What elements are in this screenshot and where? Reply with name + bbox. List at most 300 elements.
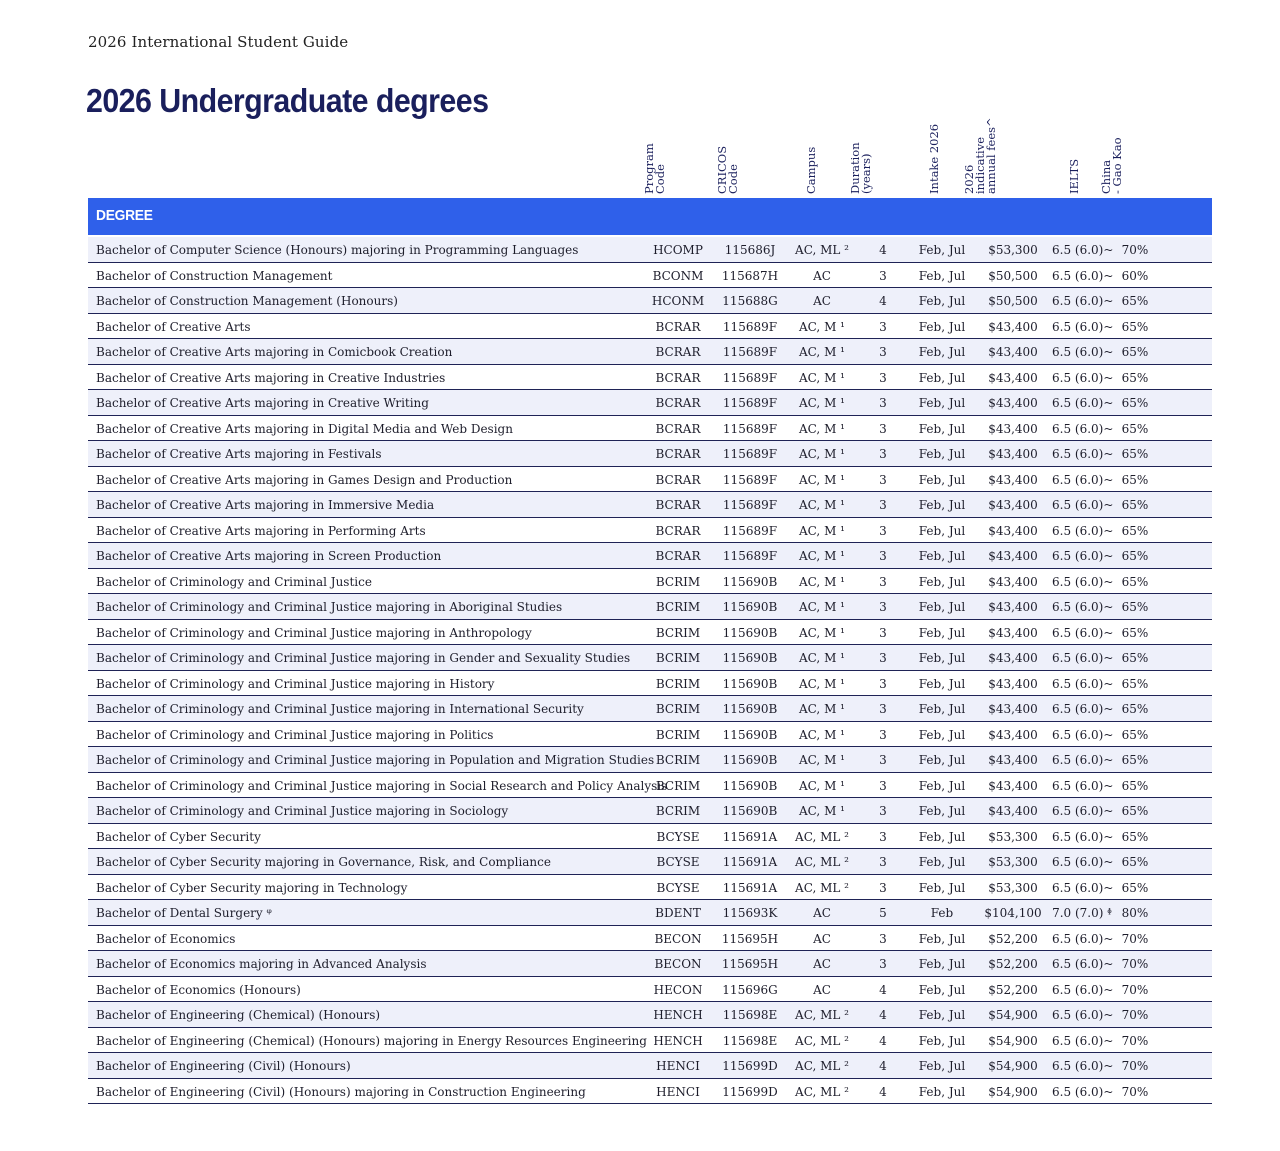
intake: Feb, Jul <box>918 1084 966 1099</box>
duration: 3 <box>879 574 887 589</box>
degree-name: Bachelor of Construction Management <box>96 268 333 283</box>
cricos-code: 115699D <box>722 1059 778 1073</box>
annual-fee: $53,300 <box>988 829 1038 844</box>
campus: AC, ML ² <box>795 1059 849 1073</box>
intake: Feb, Jul <box>918 319 966 334</box>
cricos-code: 115690B <box>722 676 778 691</box>
gao-kao-score: 65% <box>1121 345 1149 359</box>
degree-name: Bachelor of Creative Arts majoring in Games Design and Production <box>96 472 513 487</box>
duration: 3 <box>879 396 887 410</box>
intake: Feb, Jul <box>918 1033 966 1048</box>
degree-name: Bachelor of Creative Arts majoring in Screen Production <box>96 549 442 563</box>
program-code: BCRIM <box>655 625 701 640</box>
intake: Feb, Jul <box>918 243 966 257</box>
cricos-code: 115689F <box>722 523 778 538</box>
cricos-code: 115695H <box>721 957 779 971</box>
ielts-score: 6.5 (6.0)~ <box>1052 829 1114 844</box>
cricos-code: 115690B <box>722 804 778 818</box>
table-row <box>88 900 1212 926</box>
program-code: HENCI <box>656 1084 700 1099</box>
program-code: HCONM <box>651 294 705 308</box>
intake: Feb, Jul <box>918 549 966 563</box>
duration: 3 <box>879 676 887 691</box>
ielts-score: 6.5 (6.0)~ <box>1052 880 1114 895</box>
campus: AC, ML ² <box>795 1084 849 1099</box>
intake: Feb, Jul <box>918 855 966 869</box>
annual-fee: $104,100 <box>984 906 1042 920</box>
intake: Feb, Jul <box>918 396 966 410</box>
table-row <box>88 951 1212 977</box>
ielts-score: 6.5 (6.0)~ <box>1052 523 1114 538</box>
degree-name: Bachelor of Creative Arts majoring in Performing Arts <box>96 523 426 538</box>
campus: AC, ML ² <box>795 880 849 895</box>
intake: Feb, Jul <box>918 1008 966 1022</box>
table-row <box>88 671 1212 697</box>
annual-fee: $43,400 <box>988 676 1038 691</box>
degree-name: Bachelor of Computer Science (Honours) majoring in Programming Languages <box>96 243 579 257</box>
duration: 3 <box>879 957 887 971</box>
duration: 3 <box>879 727 887 742</box>
intake: Feb, Jul <box>918 294 966 308</box>
campus: AC, M ¹ <box>799 472 845 487</box>
degree-name: Bachelor of Criminology and Criminal Justice majoring in International Security <box>96 702 584 716</box>
gao-kao-score: 80% <box>1121 906 1149 920</box>
duration: 4 <box>879 1084 887 1099</box>
ielts-score: 6.5 (6.0)~ <box>1052 727 1114 742</box>
ielts-score: 6.5 (6.0)~ <box>1052 574 1114 589</box>
program-code: BCRIM <box>655 702 701 716</box>
annual-fee: $50,500 <box>988 294 1038 308</box>
table-row <box>88 467 1212 493</box>
intake: Feb, Jul <box>918 370 966 385</box>
cricos-code: 115688G <box>722 294 778 308</box>
table-row <box>88 747 1212 773</box>
intake: Feb, Jul <box>918 676 966 691</box>
campus: AC, ML ² <box>795 1008 849 1022</box>
annual-fee: $43,400 <box>988 600 1038 614</box>
duration: 3 <box>879 600 887 614</box>
program-code: BCRIM <box>655 727 701 742</box>
program-code: BCYSE <box>656 829 700 844</box>
cricos-code: 115689F <box>722 472 778 487</box>
gao-kao-score: 65% <box>1121 702 1149 716</box>
intake: Feb, Jul <box>918 345 966 359</box>
col-header-intake: Intake 2026 <box>927 123 941 194</box>
col-header-program-code: Program Code <box>642 143 667 194</box>
campus: AC, M ¹ <box>799 421 845 436</box>
degree-name: Bachelor of Cyber Security <box>96 829 261 844</box>
degree-name: Bachelor of Economics <box>96 931 236 946</box>
duration: 3 <box>879 370 887 385</box>
program-code: BCRAR <box>655 421 701 436</box>
campus: AC, M ¹ <box>799 319 845 334</box>
ielts-score: 6.5 (6.0)~ <box>1052 702 1114 716</box>
ielts-score: 6.5 (6.0)~ <box>1052 855 1114 869</box>
degree-name: Bachelor of Creative Arts majoring in Creative Industries <box>96 370 446 385</box>
campus: AC, ML ² <box>795 1033 849 1048</box>
degree-name: Bachelor of Criminology and Criminal Justice majoring in Population and Migration Studies <box>96 753 655 767</box>
duration: 5 <box>879 906 887 920</box>
program-code: HENCH <box>653 1033 703 1048</box>
campus: AC, ML ² <box>795 829 849 844</box>
col-header-fees: 2026 indicative annual fees^ <box>962 117 998 194</box>
program-code: BCRAR <box>655 498 701 512</box>
degree-name: Bachelor of Creative Arts majoring in Digital Media and Web Design <box>96 421 513 436</box>
degree-name: Bachelor of Engineering (Chemical) (Honours) majoring in Energy Resources Engineering <box>96 1033 647 1048</box>
table-row <box>88 492 1212 518</box>
ielts-score: 6.5 (6.0)~ <box>1052 294 1114 308</box>
duration: 4 <box>879 982 887 997</box>
duration: 3 <box>879 753 887 767</box>
annual-fee: $43,400 <box>988 523 1038 538</box>
gao-kao-score: 65% <box>1121 600 1149 614</box>
intake: Feb, Jul <box>918 931 966 946</box>
col-header-campus: Campus <box>804 146 818 194</box>
campus: AC <box>813 931 831 946</box>
table-row <box>88 798 1212 824</box>
program-code: BCRAR <box>655 370 701 385</box>
program-code: HENCH <box>653 1008 703 1022</box>
program-code: BCRIM <box>655 778 701 793</box>
table-row <box>88 390 1212 416</box>
ielts-score: 6.5 (6.0)~ <box>1052 676 1114 691</box>
program-code: BCRIM <box>655 676 701 691</box>
degree-name: Bachelor of Criminology and Criminal Justice majoring in Gender and Sexuality Studies <box>96 651 631 665</box>
intake: Feb, Jul <box>918 498 966 512</box>
gao-kao-score: 65% <box>1121 676 1149 691</box>
degree-name: Bachelor of Economics majoring in Advanced Analysis <box>96 957 427 971</box>
col-header-cricos-code: CRICOS Code <box>715 145 740 194</box>
ielts-score: 6.5 (6.0)~ <box>1052 421 1114 436</box>
table-row <box>88 288 1212 314</box>
duration: 4 <box>879 1008 887 1022</box>
table-row <box>88 977 1212 1003</box>
program-code: BCRIM <box>655 600 701 614</box>
gao-kao-score: 65% <box>1121 574 1149 589</box>
cricos-code: 115686J <box>724 243 776 257</box>
ielts-score: 6.5 (6.0)~ <box>1052 982 1114 997</box>
campus: AC, M ¹ <box>799 651 845 665</box>
ielts-score: 6.5 (6.0)~ <box>1052 753 1114 767</box>
degree-name: Bachelor of Creative Arts majoring in Comicbook Creation <box>96 345 453 359</box>
program-code: BCRIM <box>655 804 701 818</box>
program-code: BCRIM <box>655 574 701 589</box>
annual-fee: $43,400 <box>988 472 1038 487</box>
duration: 4 <box>879 294 887 308</box>
table-row <box>88 518 1212 544</box>
duration: 3 <box>879 625 887 640</box>
degree-name: Bachelor of Criminology and Criminal Justice majoring in Politics <box>96 727 494 742</box>
cricos-code: 115689F <box>722 396 778 410</box>
annual-fee: $52,200 <box>988 931 1038 946</box>
program-code: BCRAR <box>655 472 701 487</box>
duration: 4 <box>879 243 887 257</box>
gao-kao-score: 70% <box>1121 1008 1149 1022</box>
campus: AC, M ¹ <box>799 523 845 538</box>
annual-fee: $43,400 <box>988 319 1038 334</box>
cricos-code: 115689F <box>722 498 778 512</box>
duration: 3 <box>879 829 887 844</box>
cricos-code: 115689F <box>722 345 778 359</box>
gao-kao-score: 65% <box>1121 498 1149 512</box>
annual-fee: $43,400 <box>988 625 1038 640</box>
intake: Feb, Jul <box>918 600 966 614</box>
intake: Feb, Jul <box>918 829 966 844</box>
ielts-score: 6.5 (6.0)~ <box>1052 472 1114 487</box>
annual-fee: $43,400 <box>988 804 1038 818</box>
annual-fee: $54,900 <box>988 1008 1038 1022</box>
ielts-score: 6.5 (6.0)~ <box>1052 498 1114 512</box>
program-code: BCYSE <box>656 880 700 895</box>
cricos-code: 115691A <box>722 855 778 869</box>
degree-name: Bachelor of Criminology and Criminal Justice majoring in History <box>96 676 495 691</box>
cricos-code: 115689F <box>722 447 778 461</box>
degree-name: Bachelor of Criminology and Criminal Justice majoring in Aboriginal Studies <box>96 600 563 614</box>
campus: AC <box>813 906 831 920</box>
intake: Feb, Jul <box>918 574 966 589</box>
gao-kao-score: 65% <box>1121 625 1149 640</box>
gao-kao-score: 65% <box>1121 651 1149 665</box>
annual-fee: $53,300 <box>988 880 1038 895</box>
cricos-code: 115698E <box>722 1008 778 1022</box>
cricos-code: 115699D <box>722 1084 778 1099</box>
duration: 4 <box>879 1033 887 1048</box>
ielts-score: 6.5 (6.0)~ <box>1052 268 1114 283</box>
annual-fee: $52,200 <box>988 982 1038 997</box>
gao-kao-score: 65% <box>1121 421 1149 436</box>
intake: Feb, Jul <box>918 804 966 818</box>
annual-fee: $43,400 <box>988 753 1038 767</box>
duration: 3 <box>879 855 887 869</box>
intake: Feb, Jul <box>918 651 966 665</box>
ielts-score: 6.5 (6.0)~ <box>1052 931 1114 946</box>
gao-kao-score: 65% <box>1121 396 1149 410</box>
degree-name: Bachelor of Creative Arts majoring in Immersive Media <box>96 498 435 512</box>
table-row <box>88 722 1212 748</box>
program-code: BCRIM <box>655 651 701 665</box>
campus: AC, M ¹ <box>799 396 845 410</box>
gao-kao-score: 70% <box>1121 243 1149 257</box>
table-row <box>88 543 1212 569</box>
table-row <box>88 237 1212 263</box>
gao-kao-score: 65% <box>1121 447 1149 461</box>
degree-name: Bachelor of Dental Surgery ᵠ <box>96 906 272 920</box>
table-row <box>88 365 1212 391</box>
degree-section-header <box>88 198 1212 235</box>
cricos-code: 115690B <box>722 702 778 716</box>
intake: Feb <box>930 906 954 920</box>
table-row <box>88 314 1212 340</box>
cricos-code: 115695H <box>721 931 779 946</box>
table-row <box>88 1053 1212 1079</box>
gao-kao-score: 65% <box>1121 294 1149 308</box>
table-row <box>88 875 1212 901</box>
cricos-code: 115689F <box>722 421 778 436</box>
campus: AC, M ¹ <box>799 600 845 614</box>
gao-kao-score: 65% <box>1121 829 1149 844</box>
intake: Feb, Jul <box>918 880 966 895</box>
campus: AC, M ¹ <box>799 753 845 767</box>
intake: Feb, Jul <box>918 472 966 487</box>
duration: 3 <box>879 498 887 512</box>
gao-kao-score: 65% <box>1121 549 1149 563</box>
campus: AC <box>813 294 831 308</box>
ielts-score: 6.5 (6.0)~ <box>1052 549 1114 563</box>
ielts-score: 7.0 (7.0) ᶲ <box>1052 906 1112 920</box>
cricos-code: 115690B <box>722 727 778 742</box>
degree-name: Bachelor of Criminology and Criminal Justice majoring in Anthropology <box>96 625 532 640</box>
col-header-duration: Duration (years) <box>848 142 873 194</box>
gao-kao-score: 65% <box>1121 523 1149 538</box>
cricos-code: 115689F <box>722 549 778 563</box>
table-row <box>88 1028 1212 1054</box>
gao-kao-score: 65% <box>1121 370 1149 385</box>
annual-fee: $54,900 <box>988 1084 1038 1099</box>
duration: 3 <box>879 702 887 716</box>
annual-fee: $54,900 <box>988 1033 1038 1048</box>
gao-kao-score: 70% <box>1121 931 1149 946</box>
intake: Feb, Jul <box>918 1059 966 1073</box>
intake: Feb, Jul <box>918 727 966 742</box>
campus: AC, M ¹ <box>799 702 845 716</box>
ielts-score: 6.5 (6.0)~ <box>1052 651 1114 665</box>
degree-name: Bachelor of Engineering (Civil) (Honours) <box>96 1059 351 1073</box>
campus: AC, M ¹ <box>799 498 845 512</box>
duration: 3 <box>879 804 887 818</box>
campus: AC, M ¹ <box>799 727 845 742</box>
table-row <box>88 1002 1212 1028</box>
table-row <box>88 620 1212 646</box>
degree-name: Bachelor of Cyber Security majoring in Governance, Risk, and Compliance <box>96 855 551 869</box>
cricos-code: 115690B <box>722 625 778 640</box>
gao-kao-score: 60% <box>1121 268 1149 283</box>
program-code: BCRAR <box>655 447 701 461</box>
annual-fee: $43,400 <box>988 345 1038 359</box>
annual-fee: $43,400 <box>988 498 1038 512</box>
annual-fee: $50,500 <box>988 268 1038 283</box>
cricos-code: 115690B <box>722 778 778 793</box>
ielts-score: 6.5 (6.0)~ <box>1052 625 1114 640</box>
col-header-ielts: IELTS <box>1067 158 1081 194</box>
gao-kao-score: 65% <box>1121 472 1149 487</box>
duration: 3 <box>879 268 887 283</box>
annual-fee: $43,400 <box>988 370 1038 385</box>
annual-fee: $43,400 <box>988 778 1038 793</box>
campus: AC <box>813 982 831 997</box>
gao-kao-score: 65% <box>1121 880 1149 895</box>
annual-fee: $52,200 <box>988 957 1038 971</box>
duration: 3 <box>879 319 887 334</box>
intake: Feb, Jul <box>918 753 966 767</box>
ielts-score: 6.5 (6.0)~ <box>1052 1059 1114 1073</box>
duration: 3 <box>879 345 887 359</box>
duration: 3 <box>879 931 887 946</box>
table-row <box>88 696 1212 722</box>
gao-kao-score: 70% <box>1121 957 1149 971</box>
degree-table <box>88 237 1212 1104</box>
program-code: BCRAR <box>655 345 701 359</box>
gao-kao-score: 70% <box>1121 1059 1149 1073</box>
campus: AC, M ¹ <box>799 676 845 691</box>
intake: Feb, Jul <box>918 523 966 538</box>
campus: AC, ML ² <box>795 855 849 869</box>
gao-kao-score: 65% <box>1121 319 1149 334</box>
gao-kao-score: 65% <box>1121 778 1149 793</box>
campus: AC, M ¹ <box>799 370 845 385</box>
ielts-score: 6.5 (6.0)~ <box>1052 319 1114 334</box>
intake: Feb, Jul <box>918 447 966 461</box>
program-code: HECON <box>653 982 703 997</box>
ielts-score: 6.5 (6.0)~ <box>1052 778 1114 793</box>
duration: 3 <box>879 421 887 436</box>
duration: 3 <box>879 549 887 563</box>
table-row <box>88 1079 1212 1105</box>
program-code: BCYSE <box>656 855 700 869</box>
cricos-code: 115696G <box>722 982 778 997</box>
ielts-score: 6.5 (6.0)~ <box>1052 345 1114 359</box>
ielts-score: 6.5 (6.0)~ <box>1052 243 1114 257</box>
campus: AC, M ¹ <box>799 549 845 563</box>
campus: AC <box>813 268 831 283</box>
degree-name: Bachelor of Economics (Honours) <box>96 982 301 997</box>
cricos-code: 115687H <box>721 268 779 283</box>
duration: 3 <box>879 651 887 665</box>
ielts-score: 6.5 (6.0)~ <box>1052 396 1114 410</box>
cricos-code: 115689F <box>722 370 778 385</box>
intake: Feb, Jul <box>918 268 966 283</box>
campus: AC, M ¹ <box>799 625 845 640</box>
duration: 3 <box>879 523 887 538</box>
ielts-score: 6.5 (6.0)~ <box>1052 600 1114 614</box>
intake: Feb, Jul <box>918 421 966 436</box>
program-code: BCRAR <box>655 523 701 538</box>
campus: AC, M ¹ <box>799 447 845 461</box>
table-row <box>88 569 1212 595</box>
ielts-score: 6.5 (6.0)~ <box>1052 370 1114 385</box>
program-code: HCOMP <box>653 243 703 257</box>
table-row <box>88 441 1212 467</box>
degree-name: Bachelor of Criminology and Criminal Justice majoring in Social Research and Policy Analysis <box>96 778 668 793</box>
col-header-china: China - Gao Kao <box>1099 137 1124 194</box>
table-row <box>88 849 1212 875</box>
campus: AC, M ¹ <box>799 345 845 359</box>
degree-name: Bachelor of Engineering (Chemical) (Honours) <box>96 1008 381 1022</box>
degree-section-label: DEGREE <box>96 207 153 224</box>
gao-kao-score: 70% <box>1121 982 1149 997</box>
annual-fee: $53,300 <box>988 243 1038 257</box>
annual-fee: $43,400 <box>988 727 1038 742</box>
annual-fee: $53,300 <box>988 855 1038 869</box>
campus: AC, M ¹ <box>799 778 845 793</box>
campus: AC, ML ² <box>795 243 849 257</box>
gao-kao-score: 65% <box>1121 753 1149 767</box>
table-row <box>88 594 1212 620</box>
intake: Feb, Jul <box>918 982 966 997</box>
program-code: BDENT <box>655 906 701 920</box>
cricos-code: 115691A <box>722 880 778 895</box>
program-code: BCONM <box>652 268 704 283</box>
program-code: HENCI <box>656 1059 700 1073</box>
degree-name: Bachelor of Criminology and Criminal Justice majoring in Sociology <box>96 804 509 818</box>
cricos-code: 115690B <box>722 651 778 665</box>
table-row <box>88 416 1212 442</box>
degree-name: Bachelor of Construction Management (Honours) <box>96 294 398 308</box>
cricos-code: 115691A <box>722 829 778 844</box>
annual-fee: $43,400 <box>988 549 1038 563</box>
duration: 4 <box>879 1059 887 1073</box>
gao-kao-score: 65% <box>1121 727 1149 742</box>
annual-fee: $43,400 <box>988 421 1038 436</box>
